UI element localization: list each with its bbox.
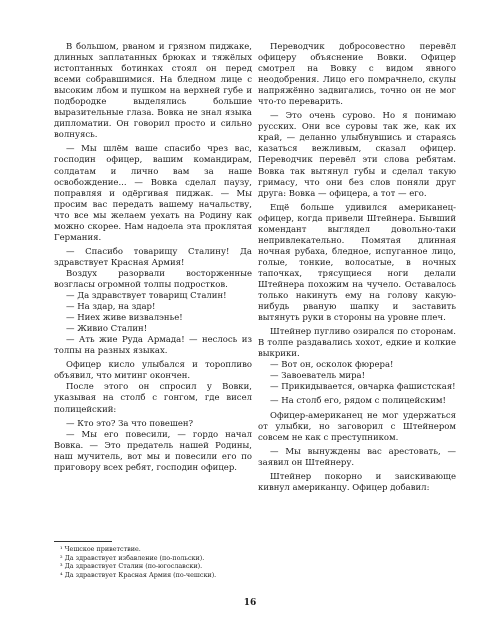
footnote: ⁴ Да здравствует Красная Армия (по-чешски). — [60, 570, 217, 579]
paragraph: — На столб его, рядом с полицейским! — [270, 396, 446, 407]
paragraph: — Мы вынуждены вас арестовать, — заявил он Штейнеру. — [258, 446, 456, 468]
paragraph: — Мы его повесили, — гордо начал Вовка. — Это предатель нашей Родины, наш мучитель, вот мы и повесили его по приговору всех ребят, господин офицер. — [54, 429, 252, 473]
footnote: ³ Да здравствует Сталин (по-югославски). — [60, 562, 203, 571]
paragraph: — Это очень сурово. Но я понимаю русских. Они все суровы так же, как их край, — деланно улыбнувшись и стараясь казаться вежливым, сказал офицер. Переводчик перевёл эти слова ребятам. Вовка так вытянул губы и сделал такую гримасу, что они без слов поняли друг друга: Вовка — офицера, а тот — его. — [258, 111, 456, 199]
paragraph: — Живио Сталин! — [66, 324, 148, 335]
paragraph: — Ниех живе визвалэнье! — [66, 313, 183, 324]
paragraph: Ещё больше удивился американец-офицер, когда привели Штейнера. Бывший комендант выглядел довольно-таки непривлекательно. Помятая длинная ночная рубаха, бледное, испуганное лицо, голые, тонкие, волосатые, в ночных тапочках, трясущиеся ноги делали Штейнера похожим на чучело. Оставалось только накинуть ему на голову какую-нибудь рваную шапку и заставить вытянуть руки в стороны на уровне плеч. — [258, 202, 456, 324]
paragraph: Офицер-американец не мог удержаться от улыбки, но заговорил с Штейнером совсем не как с преступником. — [258, 410, 456, 443]
page-number: 16 — [243, 598, 257, 608]
footnote: ² Да здравствует избавление (по-польски). — [60, 553, 205, 562]
paragraph: — Кто это? За что повешен? — [66, 418, 194, 429]
paragraph: — Вот он, осколок фюрера! — [270, 360, 394, 371]
paragraph: — На здар, на здар! — [66, 302, 156, 313]
footnotes — [60, 545, 250, 579]
left-text-column — [54, 42, 252, 474]
paragraph: — Ать жие Руда Армада! — неслось из толпы на разных языках. — [54, 335, 252, 357]
paragraph: — Прикидывается, овчарка фашистская! — [270, 382, 456, 393]
paragraph: Штейнер покорно и заискивающе кивнул американцу. Офицер добавил: — [258, 471, 456, 493]
paragraph: — Завоеватель мира! — [270, 371, 366, 382]
paragraph: — Спасибо товарищу Сталину! Да здравствует Красная Армия! — [54, 246, 252, 268]
paragraph: В большом, рваном и грязном пиджаке, длинных заплатанных брюках и тяжёлых истоптанных ботинках стоял он перед всеми собравшимися. На бледном лице с высоким лбом и пушком на верхней губе и подбородке выделялись большие выразительные глаза. Вовка не знал языка дипломатии. Он говорил просто и сильно волнуясь. — [54, 42, 252, 141]
paragraph: — Да здравствует товарищ Сталин! — [66, 291, 227, 302]
right-text-column — [258, 42, 456, 494]
paragraph: — Мы шлём ваше спасибо чрез вас, господин офицер, вашим командирам, солдатам и лично вам за наше освобождение... — Вовка сделал паузу, поправляя и одёргивая пиджак. — Мы просим вас передать вашему начальству, что все мы желаем уехать на Родину как можно скорее. Нам надоела эта проклятая Германия. — [54, 144, 252, 243]
paragraph: Воздух разорвали восторженные возгласы огромной толпы подростков. — [54, 268, 252, 290]
paragraph: После этого он спросил у Вовки, указывая на столб с гонгом, где висел полицейский: — [54, 382, 252, 415]
footnote: ¹ Чешское приветствие. — [60, 545, 141, 553]
paragraph: Переводчик добросовестно перевёл офицеру объяснение Вовки. Офицер смотрел на Вовку с видом явного неодобрения. Лицо его помрачнело, скулы напряжённо задвигались, точно он не мог что-то переварить. — [258, 42, 456, 108]
paragraph: Офицер кисло улыбался и торопливо объявил, что митинг окончен. — [54, 360, 252, 382]
paragraph: Штейнер пугливо озирался по сторонам. В толпе раздавались хохот, едкие и колкие выкрики. — [258, 327, 456, 360]
footnote-divider — [54, 541, 112, 542]
